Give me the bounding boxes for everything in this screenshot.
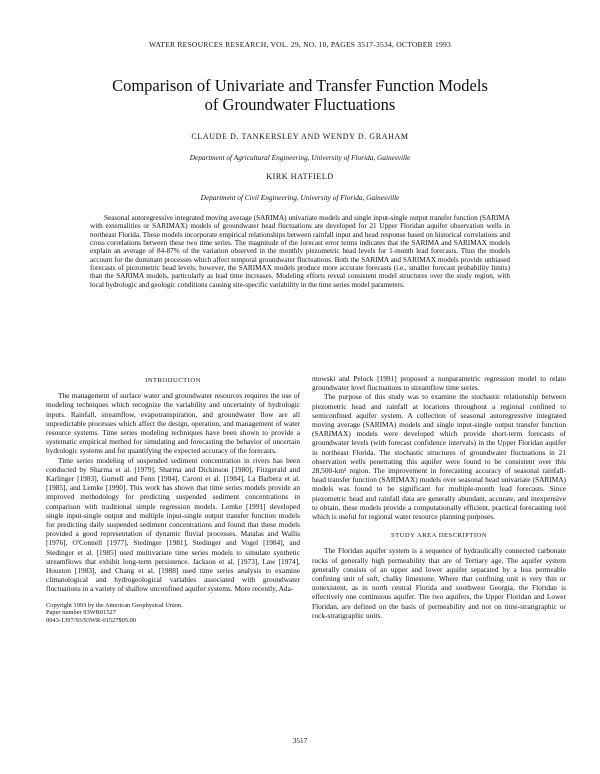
issn-line: 0043-1397/93/93WR-01527$05.00 — [46, 616, 136, 624]
right-column — [312, 374, 566, 620]
article-title — [60, 76, 540, 114]
affiliation-secondary: Department of Civil Engineering, University of Florida, Gainesville — [200, 193, 400, 202]
section-heading-study-area: STUDY AREA DESCRIPTION — [390, 532, 488, 540]
intro-paragraph-2: Time series modeling of suspended sediment concentration in rivers has been conducted by Sharma et al. [1979], Sharma and Dickinson [1980], Fitzgerald and Karlinger [1983], Gurnell and Fenn [1984], Caroni et al. [1984], La Barbera et al. [1985], and Lemke [1990]. This work has shown that time series models provide an improved methodology for predicting suspended sediment concentrations in comparison with traditional simple regression models. Lemke [1991] developed single input-single output and multiple input-single output transfer function models for predicting daily suspended sediment concentrations and found that these models provided a good representation of dynamic fluvial processes. Matalas and Wallis [1976], O'Connell [1977], Stedinger [1981], Stedinger and Vogel [1984], and Stedinger et al. [1985] used multivariate time series models to simulate synthetic streamflows that exhibit long-term persistence. Jackson et al. [1973], Law [1974], Houston [1983], and Chang et al. [1988] used time series analysis to examine climatological and hydrogeological variables associated with groundwater fluctuations in a variety of shallow unconfined aquifer systems. More recently, Ada- — [46, 455, 300, 594]
intro-paragraph-3: The purpose of this study was to examine the stochastic relationship between piezometric head and rainfall at locations throughout a regional confined to semiconfined aquifer system. A collection of seasonal autoregressive integrated moving average (SARIMA) models and single input-single output transfer function (SARIMAX) models were developed which provide short-term forecasts of groundwater levels (with forecast confidence intervals) in the Upper Floridan aquifer in northeast Florida. The stochastic structures of groundwater fluctuations in 21 observation wells penetrating this aquifer were found to be consistent over this 28,500-km² region. The improvement in forecasting accuracy of seasonal rainfall-head transfer function (SARIMAX) models over seasonal head univariate (SARIMA) models was found to be significant for multiple-month lead forecasts. Since piezometric head and rainfall data are generally abundant, accurate, and inexpensive to obtain, these models provide a computationally efficient, practical forecasting tool which is useful for regional water resource planning purposes. — [312, 392, 566, 522]
copyright-line: Copyright 1993 by the American Geophysical Union. — [46, 601, 183, 609]
copyright-footnote — [46, 602, 300, 625]
intro-paragraph-1: The management of surface water and groundwater resources requires the use of modeling techniques which recognize the variability and uncertainty of hydrologic inputs. Rainfall, streamflow, evapotranspiration, and groundwater flow are all unpredictable processes which affect the design, operation, and management of water resource systems. Time series modeling techniques have been shown to provide a systematic empirical method for simulating and forecasting the behavior of uncertain hydrologic systems and for quantifying the expected accuracy of the forecasts. — [46, 391, 300, 456]
study-area-paragraph: The Floridan aquifer system is a sequence of hydraulically connected carbonate rocks of generally high permeability that are of Tertiary age. The aquifer system generally consists of an upper and lower aquifer separated by a less permeable confining unit of soft, chalky limestone. Where that confining unit is very thin or nonexistent, as in north central Florida and southwest Georgia, the Floridan is effectively one continuous aquifer. The two aquifers, the Upper Floridan and Lower Floridan, are defined on the basis of permeability and not on time-stratigraphic or rock-stratigraphic units. — [312, 546, 566, 620]
paper-number: Paper number 93WR01527 — [46, 609, 116, 617]
intro-continuation: mowski and Pelock [1991] proposed a nonparametric regression model to relate groundwater level fluctuations to streamflow time series. — [312, 374, 566, 393]
section-heading-introduction: INTRODUCTION — [145, 377, 201, 384]
title-line-1: Comparison of Univariate and Transfer Function Models — [112, 76, 488, 95]
abstract — [90, 214, 510, 289]
running-header: WATER RESOURCES RESEARCH, VOL. 29, NO. 10, PAGES 3517-3534, OCTOBER 1993 — [148, 40, 451, 49]
title-line-2: of Groundwater Fluctuations — [204, 95, 396, 114]
page-number: 3517 — [292, 736, 308, 745]
authors-primary: CLAUDE D. TANKERSLEY AND WENDY D. GRAHAM — [191, 132, 409, 141]
authors-secondary: KIRK HATFIELD — [266, 172, 334, 181]
affiliation-primary: Department of Agricultural Engineering, University of Florida, Gainesville — [189, 153, 411, 162]
left-column — [46, 374, 300, 624]
abstract-text: Seasonal autoregressive integrated moving average (SARIMA) univariate models and single input-single output transfer function (SARIMA with externalities or SARIMAX) models of groundwater head fluctuations are developed for 21 Upper Floridan aquifer observation wells in northeast Florida. These models incorporate empirical relationships between rainfall input and head response based on historical correlations and cross correlations between these two time series. The magnitude of the forecast error terms indicates that the SARIMA and SARIMAX models explain an average of 84-87% of the variation observed in the monthly piezometric head levels for 1-month lead forecasts. Thus the models account for the dominant processes which affect temporal groundwater fluctuations. Both the SARIMA and SARIMAX models provide unbiased forecasts of piezometric head levels; however, the SARIMAX models produce more accurate forecasts (i.e., smaller forecast probability limits) than the SARIMA models, particularly as lead time increases. Modeling efforts reveal consistent model structures over the study region, with local hydrologic and geologic conditions causing site-specific variability in the time series model parameters. — [90, 214, 510, 289]
